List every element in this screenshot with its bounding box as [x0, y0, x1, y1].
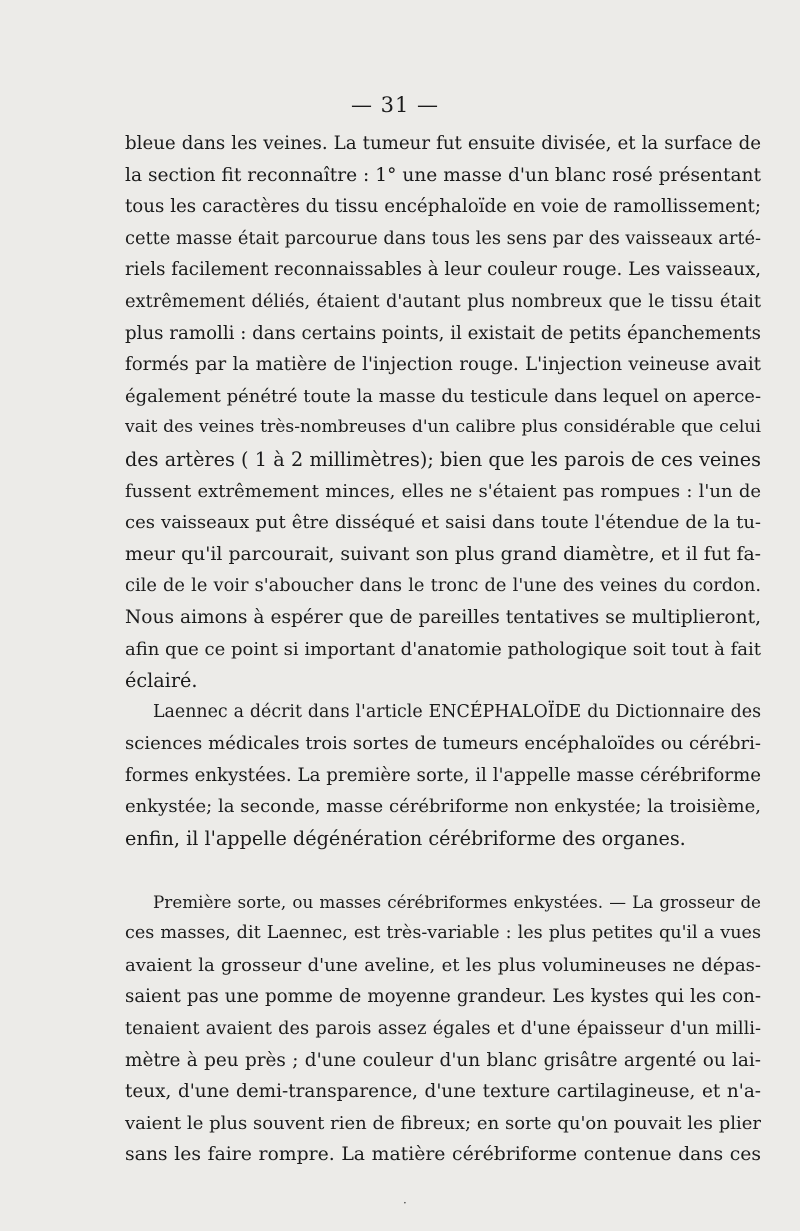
text-line: également pénétré toute la masse du testicule dans lequel on aperce- — [125, 385, 762, 407]
text-line: teux, d'une demi-transparence, d'une texture cartilagineuse, et n'a- — [125, 1081, 761, 1103]
text-line: ces masses, dit Laennec, est très-variable : les plus petites qu'il a vues — [125, 923, 761, 944]
text-line: bleue dans les veines. La tumeur fut ensuite divisée, et la surface de — [125, 133, 761, 154]
text-line: cile de le voir s'aboucher dans le tronc de l'une des veines du cordon. — [125, 575, 761, 597]
text-line: mètre à peu près ; d'une couleur d'un blanc grisâtre argenté ou lai- — [125, 1049, 761, 1071]
text-line: des artères ( 1 à 2 millimètres); bien que les parois de ces veines — [125, 447, 761, 471]
text-line: riels facilement reconnaissables à leur couleur rouge. Les vaisseaux, — [125, 259, 761, 281]
text-line: extrêmement déliés, étaient d'autant plus nombreux que le tissu était — [125, 290, 761, 312]
text-line: Nous aimons à espérer que de pareilles tentatives se multiplieront, — [125, 606, 761, 628]
text-line: vait des veines très-nombreuses d'un calibre plus considérable que celui — [125, 417, 761, 438]
text-line: sciences médicales trois sortes de tumeurs encéphaloïdes ou cérébri- — [125, 733, 761, 755]
text-line: ces vaisseaux put être disséqué et saisi dans toute l'étendue de la tu- — [125, 512, 761, 534]
text-line: plus ramolli : dans certains points, il existait de petits épanchements — [125, 322, 762, 344]
text-line: sans les faire rompre. La matière cérébriforme contenue dans ces — [125, 1144, 761, 1166]
text-line: formés par la matière de l'injection rouge. L'injection veineuse avait — [125, 354, 761, 376]
text-line: meur qu'il parcourait, suivant son plus grand diamètre, et il fut fa- — [125, 543, 761, 565]
text-line: formes enkystées. La première sorte, il l'appelle masse cérébriforme — [125, 764, 761, 786]
body-text — [125, 128, 761, 1171]
text-line: la section fit reconnaître : 1° une masse d'un blanc rosé présentant — [125, 164, 761, 186]
text-line: Laennec a décrit dans l'article ENCÉPHALOÏDE du Dictionnaire des — [153, 701, 761, 722]
text-line: afin que ce point si important d'anatomie pathologique soit tout à fait — [125, 638, 761, 660]
text-line: enfin, il l'appelle dégénération cérébriforme des organes. — [125, 827, 686, 851]
text-line: vaient le plus souvent rien de fibreux; en sorte qu'on pouvait les plier — [125, 1112, 761, 1134]
text-line: tenaient avaient des parois assez égales et d'une épaisseur d'un milli- — [125, 1018, 761, 1040]
ink-speck: · — [403, 1196, 407, 1210]
text-line: cette masse était parcourue dans tous les sens par des vaisseaux arté- — [125, 227, 761, 249]
text-line: Première sorte, ou masses cérébriformes enkystées. — La grosseur de — [153, 891, 761, 912]
text-line: fussent extrêmement minces, elles ne s'étaient pas rompues : l'un de — [125, 480, 761, 502]
text-line: tous les caractères du tissu encéphaloïde en voie de ramollissement; — [125, 196, 761, 218]
text-line: saient pas une pomme de moyenne grandeur. Les kystes qui les con- — [125, 986, 761, 1008]
text-line: enkystée; la seconde, masse cérébriforme non enkystée; la troisième, — [125, 796, 761, 818]
page-number: — 31 — — [350, 93, 440, 117]
text-line: éclairé. — [125, 669, 198, 693]
text-line: avaient la grosseur d'une aveline, et les plus volumineuses ne dépas- — [125, 954, 761, 976]
